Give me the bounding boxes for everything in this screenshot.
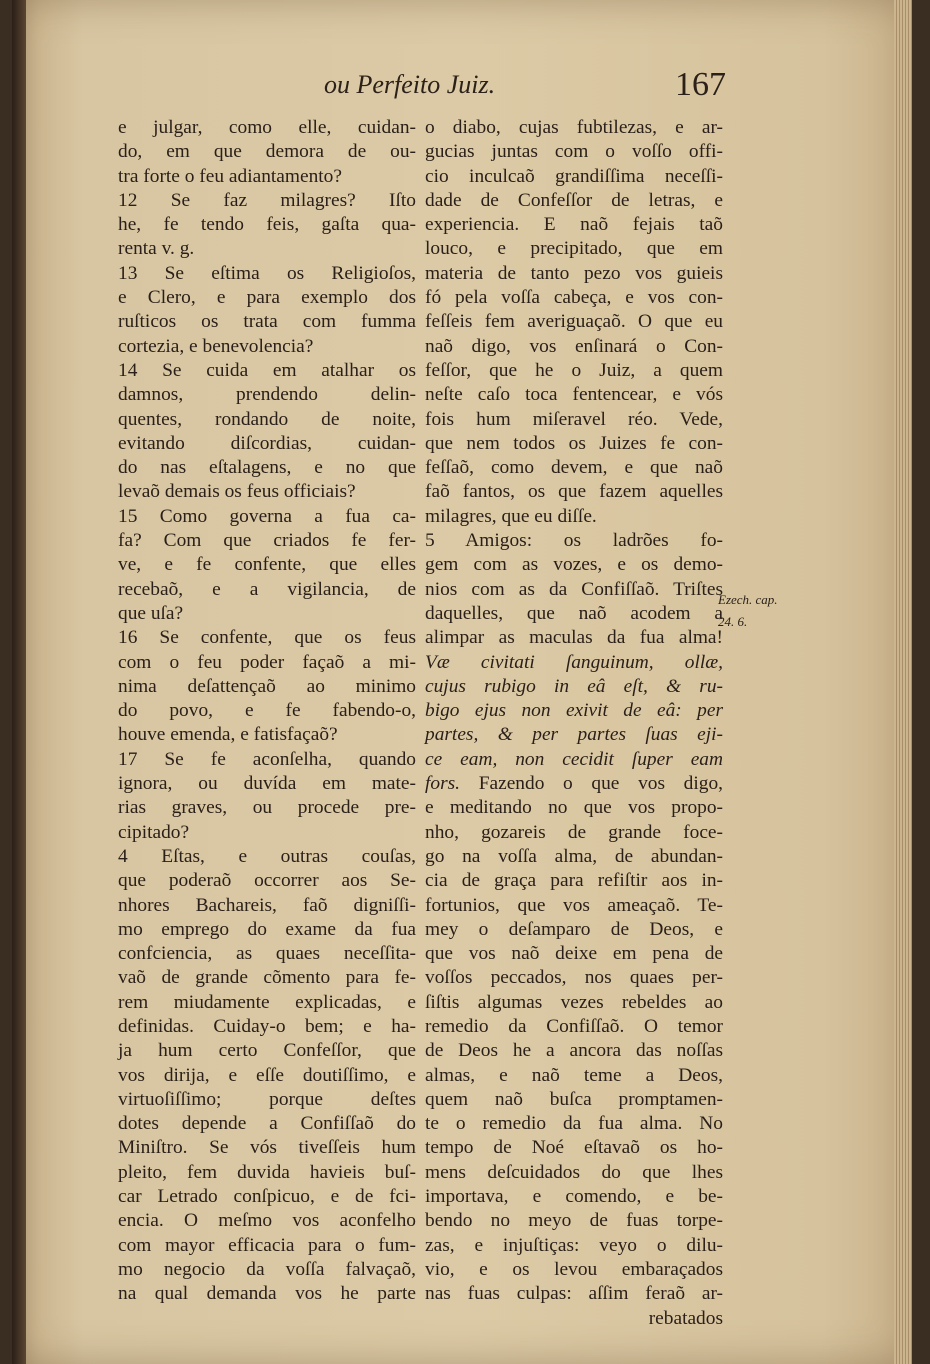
text-line: tra forte o feu adiantamento?	[118, 165, 342, 187]
left-column	[118, 116, 416, 1307]
text-line: ce eam, non cecidit ſuper eam	[425, 748, 723, 770]
running-head	[312, 66, 732, 110]
text-line: fó pela voſſa cabeça, e vos con-	[425, 287, 723, 309]
text-line: mo emprego do exame da fua	[118, 918, 416, 940]
text-line: cio inculcaõ grandiſſima neceſſi-	[425, 165, 723, 187]
text-line: do nas eſtalagens, e no que	[118, 457, 416, 479]
text-line: 15 Como governa a fua ca-	[118, 505, 416, 527]
text-line: que uſa?	[118, 602, 184, 624]
text-line: vio, e os levou embaraçados	[425, 1258, 723, 1280]
text-line-roman-part: Fazendo o que vos digo,	[460, 773, 723, 795]
text-line: feſſor, que he o Juiz, a quem	[425, 359, 723, 381]
text-line: almas, e naõ teme a Deos,	[425, 1064, 723, 1086]
text-line: nho, gozareis de grande foce-	[425, 821, 723, 843]
text-line: nhores Bachareis, faõ digniſſi-	[118, 894, 416, 916]
text-line: virtuoſiſſimo; porque deſtes	[118, 1088, 416, 1110]
text-line: naõ digo, vos enſinará o Con-	[425, 335, 723, 357]
page-edges	[894, 0, 912, 1364]
text-line: feſſeis fem averiguaçaõ. O que eu	[425, 311, 723, 333]
text-line: he, fe tendo feis, gaſta qua-	[118, 214, 416, 236]
text-line: o diabo, cujas fubtilezas, e ar-	[425, 117, 723, 138]
text-line: gem com as vozes, e os demo-	[425, 554, 723, 576]
text-line: neſte caſo toca fentencear, e vós	[425, 384, 723, 406]
text-line: do, em que demora de ou-	[118, 141, 416, 163]
text-line: ignora, ou duvída em mate-	[118, 773, 416, 795]
text-line: 13 Se eſtima os Religioſos,	[118, 262, 416, 284]
text-line: fortunios, que vos ameaçaõ. Te-	[425, 894, 723, 916]
text-line: 4 Eſtas, e outras couſas,	[118, 845, 416, 867]
text-line: materia de tanto pezo vos guieis	[425, 262, 723, 284]
text-line: mey o deſamparo de Deos, e	[425, 918, 723, 940]
text-line: com mayor efficacia para o fum-	[118, 1234, 416, 1256]
running-title: ou Perfeito Juiz.	[324, 70, 496, 99]
text-line: voſſos peccados, nos quaes per-	[425, 967, 723, 989]
text-line: Væ civitati ſanguinum, ollæ,	[425, 651, 723, 673]
right-column	[425, 116, 723, 1331]
margin-note-verse: 24. 6.	[718, 614, 748, 629]
text-line: confciencia, as quaes neceſſita-	[118, 943, 416, 965]
text-line: renta v. g.	[118, 238, 195, 260]
text-line: nios com as da Confiſſaõ. Triſtes	[425, 578, 723, 600]
text-line: ruſticos os trata com fumma	[118, 311, 416, 333]
text-line: rem miudamente explicadas, e	[118, 991, 416, 1013]
text-line: 5 Amigos: os ladrões fo-	[425, 530, 723, 552]
text-line: quentes, rondando de noite,	[118, 408, 416, 430]
text-line: dade de Confeſſor de letras, e	[425, 189, 723, 211]
text-line: e julgar, como elle, cuidan-	[118, 117, 416, 138]
text-line: bendo no meyo de fuas torpe-	[425, 1210, 723, 1232]
text-line	[425, 772, 723, 796]
text-line: na qual demanda vos he parte	[118, 1283, 416, 1305]
text-line: pleito, fem duvida havieis buſ-	[118, 1161, 416, 1183]
book-page	[12, 0, 912, 1364]
text-line: mo negocio da voſſa falvaçaõ,	[118, 1258, 416, 1280]
text-line: alimpar as maculas da fua alma!	[425, 627, 723, 649]
text-line: rebatados	[648, 1307, 723, 1329]
text-line: 12 Se faz milagres? Iſto	[118, 189, 416, 211]
text-line: e meditando no que vos propo-	[425, 797, 723, 819]
text-line: fa? Com que criados fe fer-	[118, 530, 416, 552]
text-line: 17 Se fe aconſelha, quando	[118, 748, 416, 770]
text-line: milagres, que eu diſſe.	[425, 505, 597, 527]
text-line: feſſaõ, como devem, e que naõ	[425, 457, 723, 479]
text-line: levaõ demais os feus officiais?	[118, 481, 356, 503]
text-line: cia de graça para refiſtir aos in-	[425, 870, 723, 892]
text-line: remedio da Confiſſaõ. O temor	[425, 1015, 723, 1037]
text-line-italic-part: fors.	[425, 773, 461, 795]
text-line: e Clero, e para exemplo dos	[118, 287, 416, 309]
text-line: louco, e precipitado, que em	[425, 238, 723, 260]
text-line: evitando diſcordias, cuidan-	[118, 432, 416, 454]
text-line: cipitado?	[118, 821, 190, 843]
text-line: do povo, e fe fabendo-o,	[118, 700, 416, 722]
text-line: definidas. Cuiday-o bem; e ha-	[118, 1015, 416, 1037]
text-line: nima deſattençaõ ao minimo	[118, 675, 416, 697]
text-line: fois hum miſeravel réo. Vede,	[425, 408, 723, 430]
text-line: ſiſtis algumas vezes rebeldes ao	[425, 991, 723, 1013]
text-line: vos dirija, e eſſe doutiſſimo, e	[118, 1064, 416, 1086]
text-line: Miniſtro. Se vós tiveſſeis hum	[118, 1137, 416, 1159]
text-line: quem naõ buſca promptamen-	[425, 1088, 723, 1110]
text-line: que nem todos os Juizes fe con-	[425, 432, 723, 454]
text-line: 16 Se confente, que os feus	[118, 627, 416, 649]
text-line: car Letrado conſpicuo, e de fci-	[118, 1186, 416, 1208]
text-line: vaõ de grande cõmento para fe-	[118, 967, 416, 989]
text-line: bigo ejus non exivit de eâ: per	[425, 700, 723, 722]
text-line: mens deſcuidados do que lhes	[425, 1161, 723, 1183]
text-line: daquelles, que naõ acodem a	[425, 602, 723, 624]
text-line: 14 Se cuida em atalhar os	[118, 359, 416, 381]
text-line: nas fuas culpas: aſſim feraõ ar-	[425, 1283, 723, 1305]
text-line: experiencia. E naõ fejais taõ	[425, 214, 723, 236]
text-line: que poderaõ occorrer aos Se-	[118, 870, 416, 892]
page-number: 167	[675, 66, 726, 103]
text-line: recebaõ, e a vigilancia, de	[118, 578, 416, 600]
text-line: cujus rubigo in eâ eſt, & ru-	[425, 675, 723, 697]
text-line: rias graves, ou procede pre-	[118, 797, 416, 819]
text-line: gucias juntas com o voſſo offi-	[425, 141, 723, 163]
text-line: ve, e fe confente, que elles	[118, 554, 416, 576]
text-line: damnos, prendendo delin-	[118, 384, 416, 406]
text-line: tempo de Noé eſtavaõ os ho-	[425, 1137, 723, 1159]
text-line: faõ fantos, os que fazem aquelles	[425, 481, 723, 503]
text-line: houve emenda, e fatisfaçaõ?	[118, 724, 338, 746]
text-line: zas, e injuſtiças: veyo o dilu-	[425, 1234, 723, 1256]
text-line: importava, e comendo, e be-	[425, 1186, 723, 1208]
margin-note-ref: Ezech. cap.	[718, 592, 778, 607]
text-line: go na voſſa alma, de abundan-	[425, 845, 723, 867]
text-line: partes, & per partes ſuas eji-	[425, 724, 723, 746]
text-line: cortezia, e benevolencia?	[118, 335, 314, 357]
text-line: dotes depende a Confiſſaõ do	[118, 1113, 416, 1135]
book-binding	[12, 0, 26, 1364]
text-line: que vos naõ deixe em pena de	[425, 943, 723, 965]
text-line: te o remedio da fua alma. No	[425, 1113, 723, 1135]
text-line: com o feu poder façaõ a mi-	[118, 651, 416, 673]
text-line: ja hum certo Confeſſor, que	[118, 1040, 416, 1062]
text-line: de Deos he a ancora das noſſas	[425, 1040, 723, 1062]
text-line: encia. O meſmo vos aconfelho	[118, 1210, 416, 1232]
